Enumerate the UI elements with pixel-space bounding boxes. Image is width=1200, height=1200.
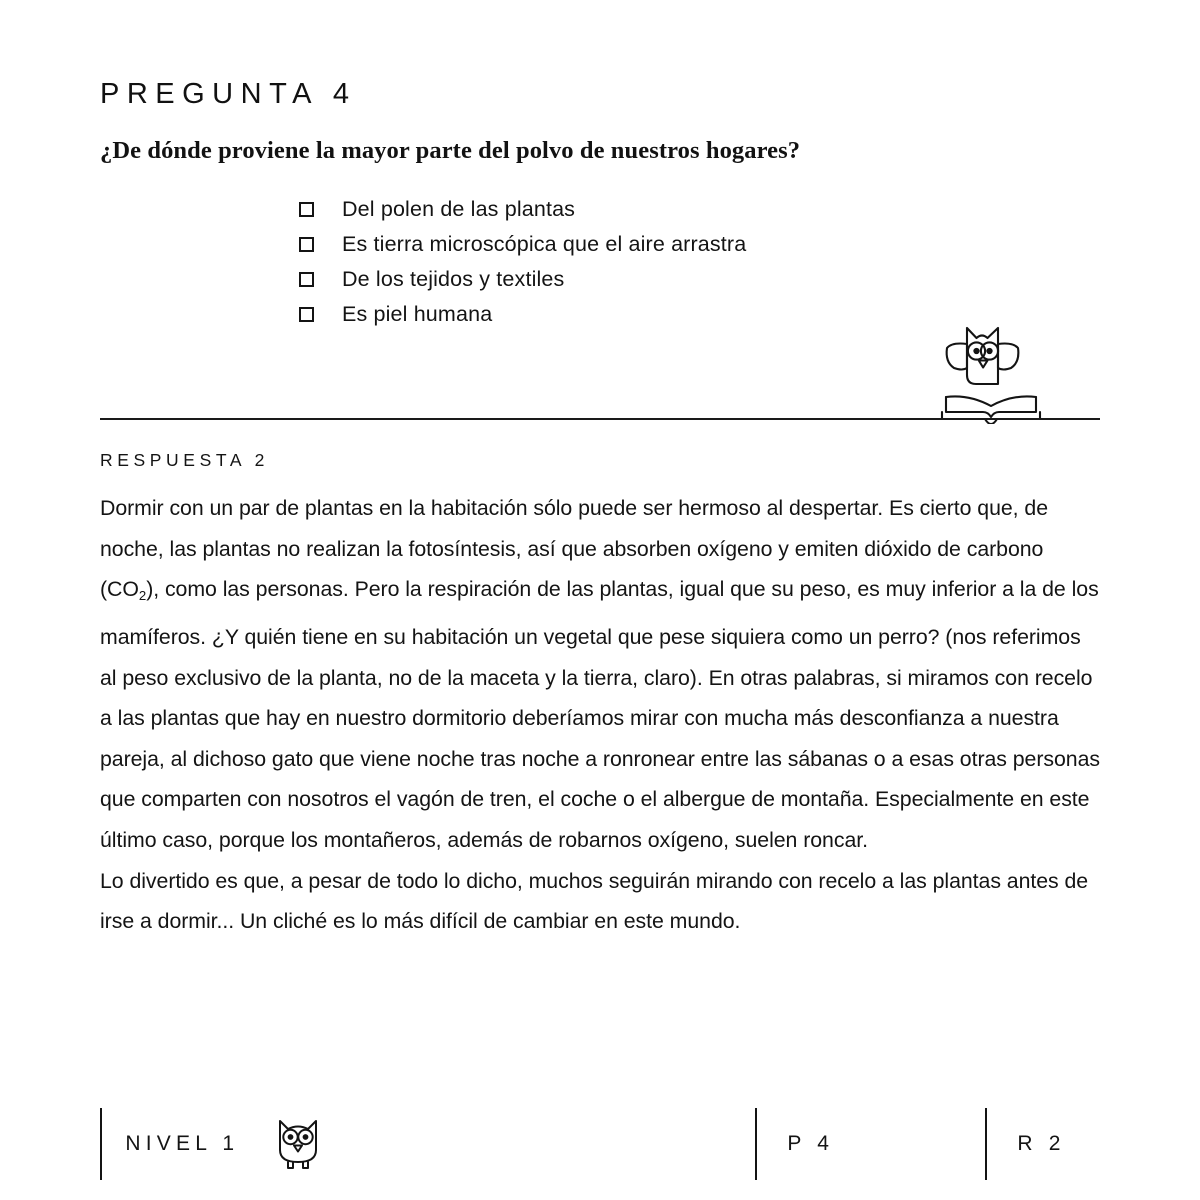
answer-title: RESPUESTA 2 <box>100 450 269 470</box>
footer-level <box>100 1108 321 1180</box>
option-label: Es piel humana <box>342 302 493 326</box>
section-divider <box>100 418 1100 420</box>
footer-divider-bar <box>100 1108 102 1180</box>
footer-answer <box>985 1108 1066 1180</box>
option-label: Es tierra microscópica que el aire arrastra <box>342 232 747 256</box>
footer-divider-bar <box>985 1108 987 1180</box>
checkbox-icon[interactable] <box>299 202 314 217</box>
checkbox-icon[interactable] <box>299 272 314 287</box>
footer-answer-label: R 2 <box>1017 1132 1066 1155</box>
question-prompt: ¿De dónde proviene la mayor parte del polvo de nuestros hogares? <box>100 137 801 164</box>
answer-paragraph-1-part-2: ), como las personas. Pero la respiración de las plantas, igual que su peso, es muy inferior a la de los mamíferos. ¿Y quién tiene en su habitación un vegetal que pese siquiera como un perro? (nos referimos al peso exclusivo de la planta, no de la maceta y la tierra, claro). En otras palabras, si miramos con recelo a las plantas que hay en nuestro dormitorio deberíamos mirar con mucha más desconfianza a nuestra pareja, al dichoso gato que viene noche tras noche a ronronear entre las sábanas o a esas otras personas que comparten con nosotros el vagón de tren, el coche o el albergue de montaña. Especialmente en este último caso, porque los montañeros, además de robarnos oxígeno, suelen roncar. <box>100 577 1100 852</box>
owl-icon <box>947 328 1019 384</box>
option-label: De los tejidos y textiles <box>342 267 565 291</box>
footer-level-label: NIVEL 1 <box>125 1132 240 1155</box>
footer-page <box>755 1108 834 1180</box>
owl-icon <box>275 1118 321 1170</box>
page-title: PREGUNTA 4 <box>100 78 357 110</box>
option-row[interactable] <box>299 227 939 262</box>
co2-subscript: 2 <box>138 588 147 604</box>
answer-paragraph-2: Lo divertido es que, a pesar de todo lo dicho, muchos seguirán mirando con recelo a las plantas antes de irse a dormir... Un cliché es lo más difícil de cambiar en este mundo. <box>100 868 1089 934</box>
option-row[interactable] <box>299 297 939 332</box>
footer-divider-bar <box>755 1108 757 1180</box>
options-list <box>299 192 939 332</box>
owl-on-book-ornament <box>936 318 1046 424</box>
option-label: Del polen de las plantas <box>342 197 576 221</box>
answer-body <box>100 488 1102 942</box>
answer-paragraph-1-part-1: Dormir con un par de plantas en la habitación sólo puede ser hermoso al despertar. Es cierto que, de noche, las plantas no realizan la fotosíntesis, así que absorben oxígeno y emiten dióxido de carbono (CO <box>100 496 1049 602</box>
checkbox-icon[interactable] <box>299 307 314 322</box>
footer-page-label: P 4 <box>787 1132 835 1155</box>
option-row[interactable] <box>299 192 939 227</box>
option-row[interactable] <box>299 262 939 297</box>
answer-paragraph-1 <box>100 488 1102 861</box>
checkbox-icon[interactable] <box>299 237 314 252</box>
